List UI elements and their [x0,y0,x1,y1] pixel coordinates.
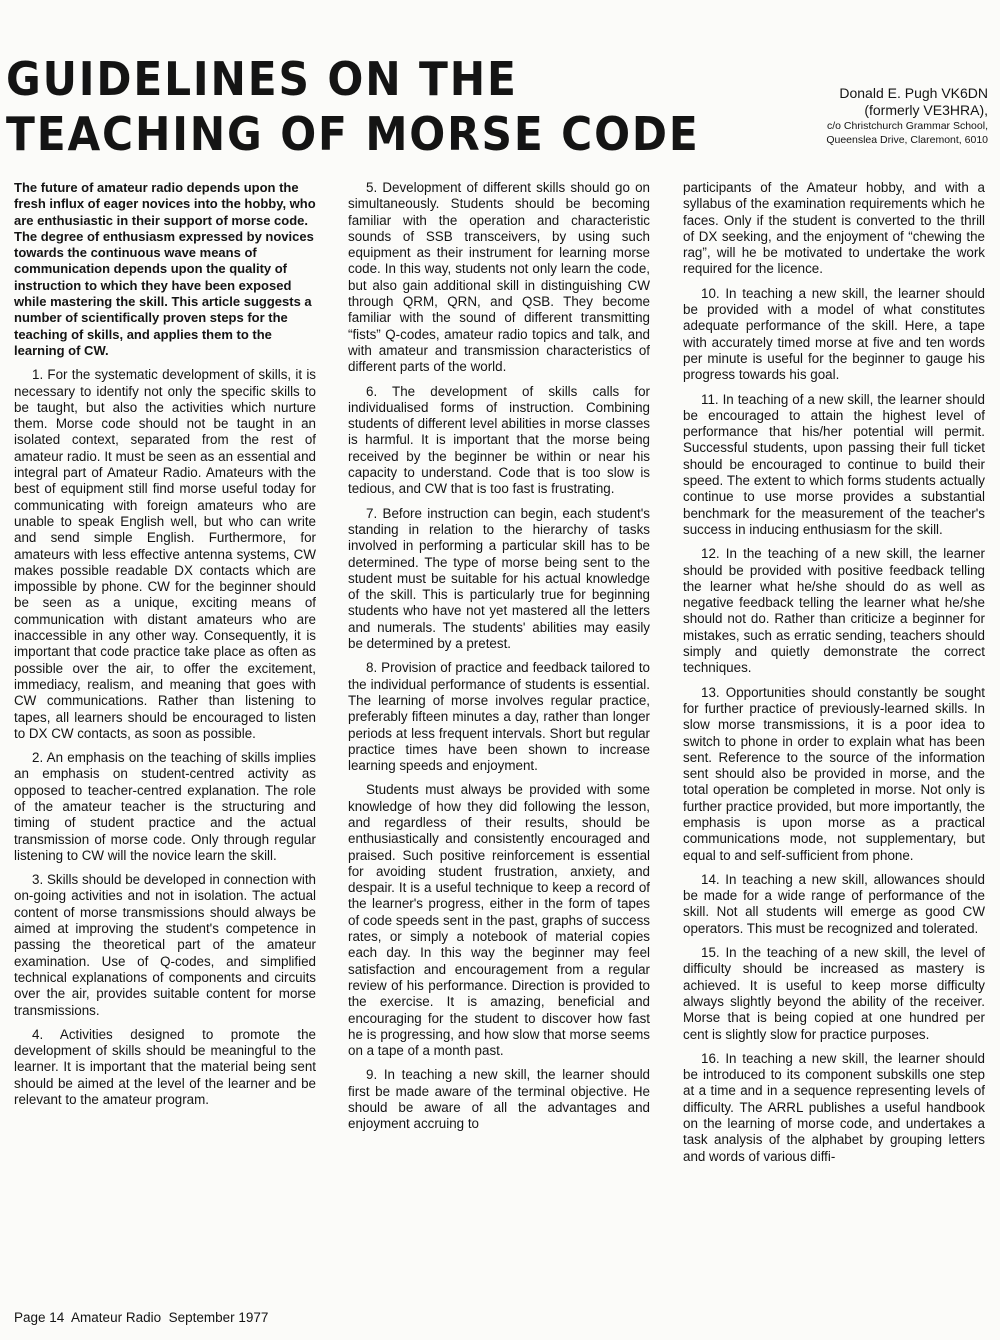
column-3 [683,180,985,1292]
author-address-line-2: Queenslea Drive, Claremont, 6010 [826,134,988,146]
paragraph-9-continued: participants of the Amateur hobby, and with a syllabus of the examination requirements which he faces. Only if the student is converted to the thrill of DX seeking, and the enjoyment of “chewing the rag”, will he be motivated to undertake the work required for the licence. [683,180,985,277]
title-line-2: TEACHING OF MORSE CODE [6,107,700,161]
author-address-line-1: c/o Christchurch Grammar School, [826,120,988,132]
paragraph-2: 2. An emphasis on the teaching of skills implies an emphasis on student-centred activity as opposed to teacher-centred explanation. The role of the amateur teacher is the structuring and timing of student practice and the actual transmission of morse code. Only through regular listening to CW will the novice learn the skill. [14,750,316,863]
paragraph-15: 15. In the teaching of a new skill, the level of difficulty should be increased as mastery is achieved. It is useful to keep morse difficulty always slightly beyond the ability of the receiver. Morse that is being copied at one hundred per cent is slightly slow for practice purposes. [683,945,985,1042]
author-name: Donald E. Pugh VK6DN [839,85,988,101]
column-1 [14,180,316,1292]
paragraph-9: 9. In teaching a new skill, the learner should first be made aware of the terminal objective. He should be aware of all the advantages and enjoyment accruing to [348,1067,650,1132]
column-2 [348,180,650,1292]
article-title [6,52,700,162]
page-footer: Page 14 Amateur Radio September 1977 [14,1310,269,1325]
paragraph-1: 1. For the systematic development of skills, it is necessary to identify not only the specific skills to be taught, but also the activities which nurture them. Morse code should not be taught in an isolated context, separated from the rest of amateur radio. It must be seen as an essential and integral part of Amateur Radio. Amateurs with the best of equipment still find morse useful today for communicating with foreign amateurs who are unable to speak English well, but who can write and send simple English. Furthermore, for amateurs with less effective antenna systems, CW makes possible readable DX contacts which are impossible by phone. CW for the beginner should be seen as a unique, exciting means of communication with distant amateurs who are inaccessible in any other way. Consequently, it is important that code practice take place as often as possible over the air, to offer the excitement, immediacy, realism, and meaning that goes with CW communications. Rather than listening to tapes, all learners should be encouraged to listen to DX CW contacts, as soon as possible. [14,367,316,741]
title-line-1: GUIDELINES ON THE [6,52,518,106]
paragraph-3: 3. Skills should be developed in connection with on-going activities and not in isolation. The actual content of morse transmissions should always be aimed at improving the student's competence in passing the theoretical part of the amateur examination. Use of Q-codes, and simplified technical explanations of components and circuits over the air, provides suitable content for morse transmissions. [14,872,316,1018]
paragraph-16: 16. In teaching a new skill, the learner should be introduced to its component subskills one step at a time and in a sequence representing levels of difficulty. The ARRL publishes a useful handbook on the learning of morse code, and undertakes a task analysis of the alphabet by grouping letters and words of various diffi- [683,1050,985,1164]
paragraph-10: 10. In teaching a new skill, the learner should be provided with a model of what constitutes adequate performance of the skill. Here, a tape with accurately timed morse at five and ten words per minute is useful for the beginner to gauge his progress towards his goal. [683,285,985,383]
paragraph-11: 11. In teaching of a new skill, the learner should be encouraged to attain the highest level of performance that his/her potential will permit. Successful students, upon passing their full ticket should be encouraged to continue to build their speed. The extent to which forms students actually continue to use morse provides a substantial benchmark for the measurement of the teacher's success in inducing enthusiasm for the skill. [683,391,985,537]
author-former-callsign: (formerly VE3HRA), [864,102,988,118]
paragraph-14: 14. In teaching a new skill, allowances should be made for a wide range of performance of the skill. Not all students will emerge as good CW operators. This must be recognized and tolerated. [683,871,985,936]
paragraph-8: 8. Provision of practice and feedback tailored to the individual performance of students is essential. The learning of morse involves regular practice, preferably fifteen minutes a day, rather than longer periods at less frequent intervals. Short but regular practice times have been shown to increase learning speeds and enjoyment. [348,660,650,774]
paragraph-12: 12. In the teaching of a new skill, the learner should be provided with positive feedback telling the learner what he/she should do as well as negative feedback telling the learner what he/she should not do. Rather than criticize a beginner for mistakes, such as erratic sending, teachers should simply and quietly demonstrate the correct techniques. [683,546,985,676]
article-intro: The future of amateur radio depends upon the fresh influx of eager novices into the hobby, who are enthusiastic in their support of morse code. The degree of enthusiasm expressed by novices towards the continuous wave means of communication depends upon the quality of instruction to which they have been exposed while mastering the skill. This article suggests a number of scientifically proven steps for the teaching of skills, and applies them to the learning of CW. [14,180,316,358]
paragraph-8-feedback: Students must always be provided with some knowledge of how they did following the lesson, and regardless of their results, should be enthusiastically and consistently encouraged and praised. Such positive reinforcement is essential for avoiding student frustration, anxiety, and despair. It is a useful technique to keep a record of the learner's progress, either in the form of tapes of code speeds sent in the past, graphs of success rates, or simply a notebook of material copies each day. In this way the beginner may feel satisfaction and encouragement from a regular review of his performance. Direction is provided to the exercise. It is amazing, beneficial and encouraging for the student to discover how fast he is progressing, and how slow that morse seems on a tape of a month past. [348,782,650,1059]
paragraph-13: 13. Opportunities should constantly be sought for further practice of previously-learned skills. In slow morse transmissions, it is a poor idea to switch to phone in order to explain what has been sent. Reference to the source of the information sent should also be provided in morse, and the total operation be completed in morse. Not only is further practice provided, but more importantly, the emphasis is upon morse as a practical communications mode, not supplementary, but equal to and self-sufficient from phone. [683,684,985,863]
author-block [826,85,988,147]
paragraph-5: 5. Development of different skills should go on simultaneously. Students should be becoming familiar with the operation and characteristic sounds of SSB transceivers, by using such equipment as their instrument for learning morse code. In this way, students not only learn the code, but also gain additional skill in distinguishing CW through QRM, QRN, and QSB. They become familiar with the sound of different transmitting “fists” Q-codes, amateur radio topics and talk, and with amateur and transmission characteristics of different parts of the world. [348,180,650,375]
paragraph-6: 6. The development of skills calls for individualised forms of instruction. Combining students of different level abilities in morse classes is harmful. It is important that the morse being received by the beginner be within or near his capacity to understand. Code that is too slow is tedious, and CW that is too fast is frustrating. [348,383,650,497]
paragraph-4: 4. Activities designed to promote the development of skills should be meaningful to the learner. It is important that the material being sent should be aimed at the level of the learner and be relevant to the amateur program. [14,1026,316,1108]
paragraph-7: 7. Before instruction can begin, each student's standing in relation to the hierarchy of tasks involved in performing a particular skill has to be determined. The type of morse being sent to the student must be suitable for his actual knowledge of the skill. This is particularly true for beginning students who have not yet mastered all the letters and numerals. The students' abilities may easily be determined by a pretest. [348,505,650,652]
